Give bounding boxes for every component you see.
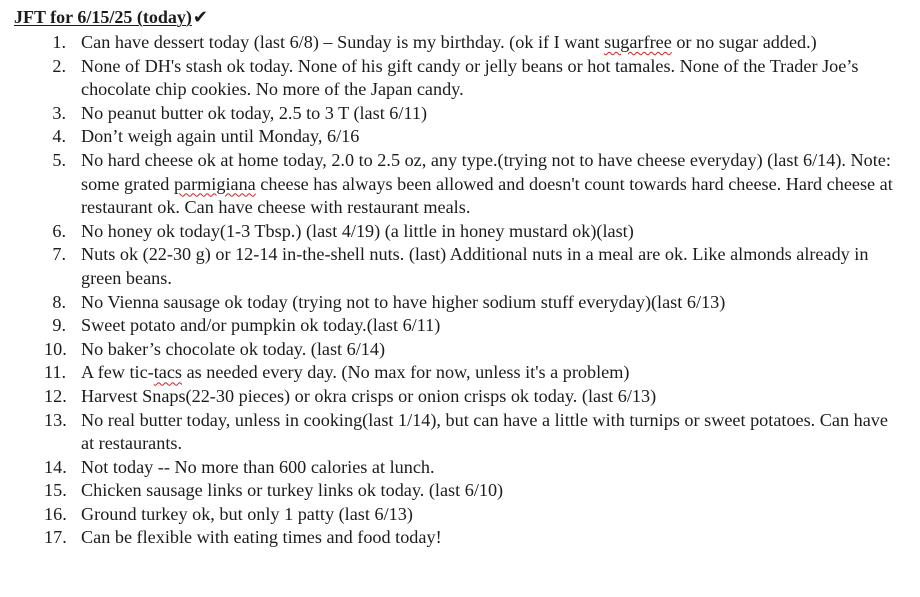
list-item — [0, 125, 920, 149]
checkmark-icon: ✔ — [192, 7, 208, 28]
list-item-number: 6. — [52, 220, 66, 241]
list-item-number: 10. — [44, 338, 67, 359]
list-item-number: 13. — [44, 409, 67, 430]
list-item — [0, 220, 920, 244]
list-item — [0, 338, 920, 362]
list-item-number: 14. — [44, 456, 67, 477]
list-item-text: No honey ok today(1-3 Tbsp.) (last 4/19) (a little in honey mustard ok)(last) — [81, 220, 634, 241]
list-item — [0, 409, 920, 456]
list-item — [0, 456, 920, 480]
list-item — [0, 102, 920, 126]
list-item — [0, 385, 920, 409]
list-item-text: No hard cheese ok at home today, 2.0 to 2.5 oz, any type.(trying not to have cheese everyday) (last 6/14). Note: some grated parmigiana cheese has always been allowed and doesn't count towards hard cheese. Hard cheese at restaurant ok. Can have cheese with restaurant meals. — [81, 149, 893, 218]
list-item-number: 5. — [52, 149, 66, 170]
list-item-text: Sweet potato and/or pumpkin ok today.(last 6/11) — [81, 315, 441, 336]
list-item-number: 17. — [44, 527, 67, 548]
list-item — [0, 243, 920, 290]
list-item-number: 12. — [44, 385, 67, 406]
list-item-text: No Vienna sausage ok today (trying not to have higher sodium stuff everyday)(last 6/13) — [81, 291, 726, 312]
list-item — [0, 291, 920, 315]
list-item-text: Ground turkey ok, but only 1 patty (last 6/13) — [81, 503, 413, 524]
list-item-text: Can have dessert today (last 6/8) – Sunday is my birthday. (ok if I want sugarfree or no sugar added.) — [81, 32, 817, 52]
list-item-number: 1. — [52, 32, 66, 52]
list-item-number: 7. — [52, 244, 66, 265]
title-text: JFT for 6/15/25 (today) — [14, 7, 192, 27]
list-item — [0, 55, 920, 102]
list-item-text: Don’t weigh again until Monday, 6/16 — [81, 126, 360, 147]
list-item — [0, 149, 920, 220]
list-item-text: A few tic-tacs as needed every day. (No max for now, unless it's a problem) — [81, 362, 630, 383]
list-item-number: 3. — [52, 102, 66, 123]
list-item-text: Can be flexible with eating times and food today! — [81, 527, 442, 548]
list-item-number: 15. — [44, 480, 67, 501]
list-item-text: No baker’s chocolate ok today. (last 6/14) — [81, 338, 386, 359]
list-item — [0, 314, 920, 338]
list-item-text: None of DH's stash ok today. None of his gift candy or jelly beans or hot tamales. None of the Trader Joe’s chocolate chip cookies. No more of the Japan candy. — [81, 55, 859, 100]
list-item-text: No real butter today, unless in cooking(last 1/14), but can have a little with turnips or sweet potatoes. Can have at restaurants. — [81, 409, 888, 454]
food-rules-list — [0, 31, 920, 550]
list-item — [0, 361, 920, 385]
list-item — [0, 31, 920, 55]
list-item — [0, 526, 920, 550]
document-title — [14, 5, 208, 30]
list-item-number: 2. — [52, 55, 66, 76]
list-item — [0, 503, 920, 527]
list-item-number: 4. — [52, 126, 66, 147]
list-item-text: Chicken sausage links or turkey links ok today. (last 6/10) — [81, 480, 504, 501]
list-item-number: 16. — [44, 503, 67, 524]
list-item-number: 8. — [52, 291, 66, 312]
list-item-number: 9. — [52, 315, 66, 336]
list-item-text: Harvest Snaps(22-30 pieces) or okra crisps or onion crisps ok today. (last 6/13) — [81, 385, 657, 406]
list-item-text: Not today -- No more than 600 calories at lunch. — [81, 456, 435, 477]
list-item-text: No peanut butter ok today, 2.5 to 3 T (last 6/11) — [81, 102, 428, 123]
list-item-number: 11. — [44, 362, 67, 383]
list-item-text: Nuts ok (22-30 g) or 12-14 in-the-shell nuts. (last) Additional nuts in a meal are ok. Like almonds already in green beans. — [81, 244, 869, 288]
list-item — [0, 479, 920, 503]
